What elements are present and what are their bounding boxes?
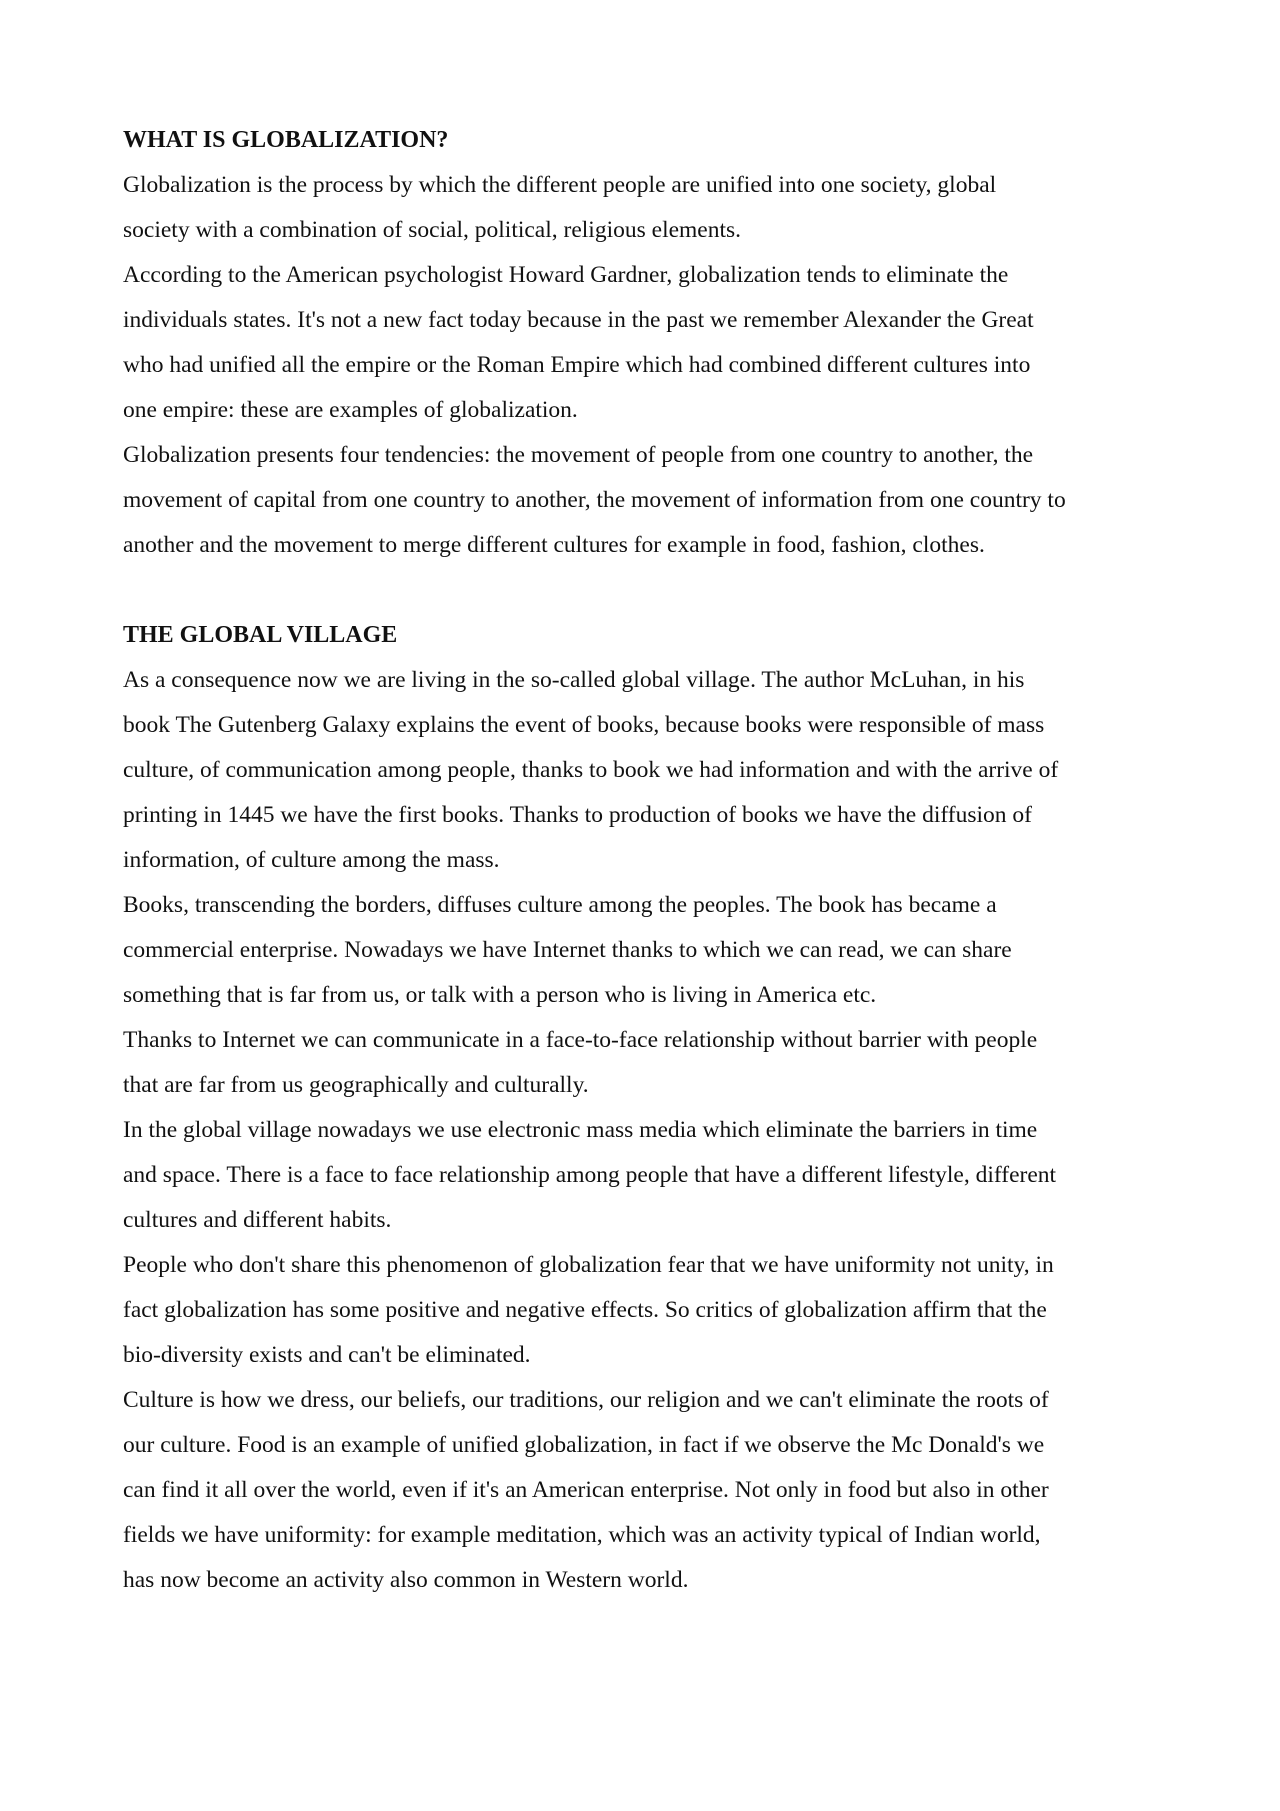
text-line: our culture. Food is an example of unified globalization, in fact if we observe the Mc Donald's we bbox=[123, 1432, 1045, 1458]
text-line: commercial enterprise. Nowadays we have Internet thanks to which we can read, we can share bbox=[123, 937, 1012, 963]
paragraph bbox=[123, 433, 1183, 568]
text-line: Globalization is the process by which the different people are unified into one society, global bbox=[123, 172, 997, 198]
text-line: who had unified all the empire or the Roman Empire which had combined different cultures into bbox=[123, 352, 1031, 378]
text-line: individuals states. It's not a new fact today because in the past we remember Alexander the Great bbox=[123, 307, 1034, 333]
section-heading: WHAT IS GLOBALIZATION? bbox=[123, 127, 449, 153]
text-line: People who don't share this phenomenon of globalization fear that we have uniformity not unity, in bbox=[123, 1252, 1054, 1278]
text-line: fields we have uniformity: for example meditation, which was an activity typical of Indian world, bbox=[123, 1522, 1041, 1548]
text-line: movement of capital from one country to another, the movement of information from one country to bbox=[123, 487, 1066, 513]
paragraph bbox=[123, 253, 1183, 433]
section bbox=[123, 118, 1183, 568]
text-line: cultures and different habits. bbox=[123, 1207, 392, 1233]
paragraph bbox=[123, 1378, 1183, 1603]
text-line: Globalization presents four tendencies: the movement of people from one country to another, the bbox=[123, 442, 1034, 468]
text-line: another and the movement to merge different cultures for example in food, fashion, clothes. bbox=[123, 532, 985, 558]
section-heading: THE GLOBAL VILLAGE bbox=[123, 622, 398, 648]
paragraph bbox=[123, 883, 1183, 1018]
text-line: that are far from us geographically and culturally. bbox=[123, 1072, 589, 1098]
text-line: something that is far from us, or talk with a person who is living in America etc. bbox=[123, 982, 877, 1008]
paragraph bbox=[123, 658, 1183, 883]
text-line: fact globalization has some positive and negative effects. So critics of globalization affirm that the bbox=[123, 1297, 1047, 1323]
text-line: society with a combination of social, political, religious elements. bbox=[123, 217, 742, 243]
document-page bbox=[123, 118, 1183, 1603]
section-gap bbox=[123, 568, 1183, 613]
text-line: Thanks to Internet we can communicate in a face-to-face relationship without barrier with people bbox=[123, 1027, 1038, 1053]
text-line: has now become an activity also common in Western world. bbox=[123, 1567, 689, 1593]
text-line: printing in 1445 we have the first books. Thanks to production of books we have the diffusion of bbox=[123, 802, 1032, 828]
text-line: According to the American psychologist Howard Gardner, globalization tends to eliminate the bbox=[123, 262, 1009, 288]
text-line: book The Gutenberg Galaxy explains the event of books, because books were responsible of mass bbox=[123, 712, 1045, 738]
paragraph bbox=[123, 1018, 1183, 1108]
text-line: can find it all over the world, even if it's an American enterprise. Not only in food but also in other bbox=[123, 1477, 1049, 1503]
text-line: Books, transcending the borders, diffuses culture among the peoples. The book has became a bbox=[123, 892, 997, 918]
text-line: As a consequence now we are living in the so-called global village. The author McLuhan, in his bbox=[123, 667, 1025, 693]
section bbox=[123, 613, 1183, 1603]
text-line: and space. There is a face to face relationship among people that have a different lifestyle, different bbox=[123, 1162, 1057, 1188]
paragraph bbox=[123, 1108, 1183, 1243]
text-line: culture, of communication among people, thanks to book we had information and with the arrive of bbox=[123, 757, 1059, 783]
paragraph bbox=[123, 1243, 1183, 1378]
paragraph bbox=[123, 163, 1183, 253]
text-line: one empire: these are examples of globalization. bbox=[123, 397, 578, 423]
text-line: bio-diversity exists and can't be eliminated. bbox=[123, 1342, 531, 1368]
text-line: information, of culture among the mass. bbox=[123, 847, 500, 873]
text-line: Culture is how we dress, our beliefs, our traditions, our religion and we can't eliminate the roots of bbox=[123, 1387, 1049, 1413]
text-line: In the global village nowadays we use electronic mass media which eliminate the barriers in time bbox=[123, 1117, 1038, 1143]
